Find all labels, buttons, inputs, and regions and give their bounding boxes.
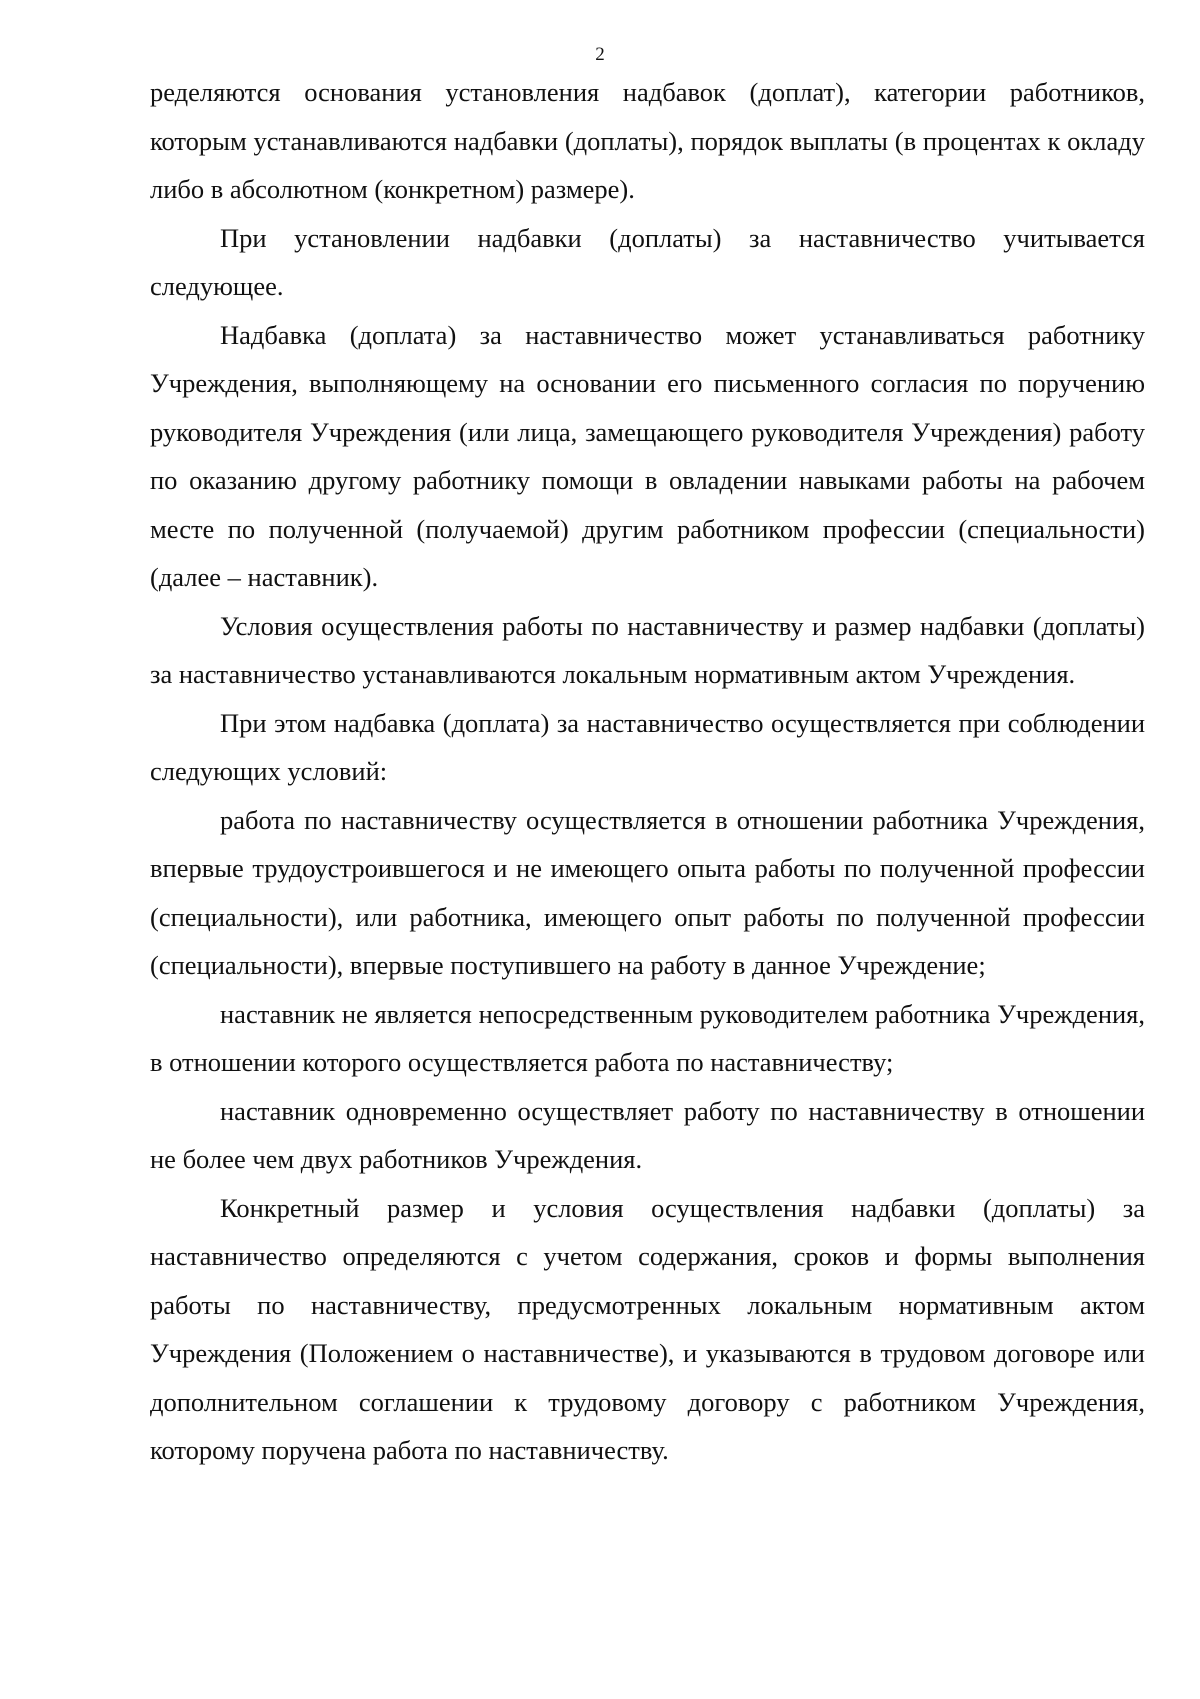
paragraph-conditions-intro: При этом надбавка (доплата) за наставничество осуществляется при соблюдении следующих условий: xyxy=(150,707,1145,786)
paragraph-mentor-definition: Надбавка (доплата) за наставничество может устанавливаться работнику Учреждения, выполняющему на основании его письменного согласия по поручению руководителя Учреждения (или лица, замещающего руководителя Учреждения) работу по оказанию другому работнику помощи в овладении навыками работы на рабочем месте по полученной (получаемой) другим работником профессии (специальности) (далее – наставник). xyxy=(150,319,1145,592)
page-number: 2 xyxy=(595,44,605,65)
paragraph-mentorship-intro: При установлении надбавки (доплаты) за наставничество учитывается следующее. xyxy=(150,222,1145,301)
paragraph-conditions-local-act: Условия осуществления работы по наставничеству и размер надбавки (доплаты) за наставничество устанавливаются локальным нормативным актом Учреждения. xyxy=(150,610,1145,689)
paragraph-condition-1: работа по наставничеству осуществляется в отношении работника Учреждения, впервые трудоустроившегося и не имеющего опыта работы по полученной профессии (специальности), или работника, имеющего опыт работы по полученной профессии (специальности), впервые поступившего на работу в данное Учреждение; xyxy=(150,804,1145,980)
paragraph-specific-amount: Конкретный размер и условия осуществления надбавки (доплаты) за наставничество определяются с учетом содержания, сроков и формы выполнения работы по наставничеству, предусмотренных локальным нормативным актом Учреждения (Положением о наставничестве), и указываются в трудовом договоре или дополнительном соглашении к трудовому договору с работником Учреждения, которому поручена работа по наставничеству. xyxy=(150,1192,1145,1465)
paragraph-condition-2: наставник не является непосредственным руководителем работника Учреждения, в отношении которого осуществляется работа по наставничеству; xyxy=(150,998,1145,1077)
paragraph-continuation: ределяются основания установления надбавок (доплат), категории работников, которым устанавливаются надбавки (доплаты), порядок выплаты (в процентах к окладу либо в абсолютном (конкретном) размере). xyxy=(150,77,1145,204)
document-body xyxy=(150,68,1145,1475)
paragraph-condition-3: наставник одновременно осуществляет работу по наставничеству в отношении не более чем двух работников Учреждения. xyxy=(150,1095,1145,1174)
